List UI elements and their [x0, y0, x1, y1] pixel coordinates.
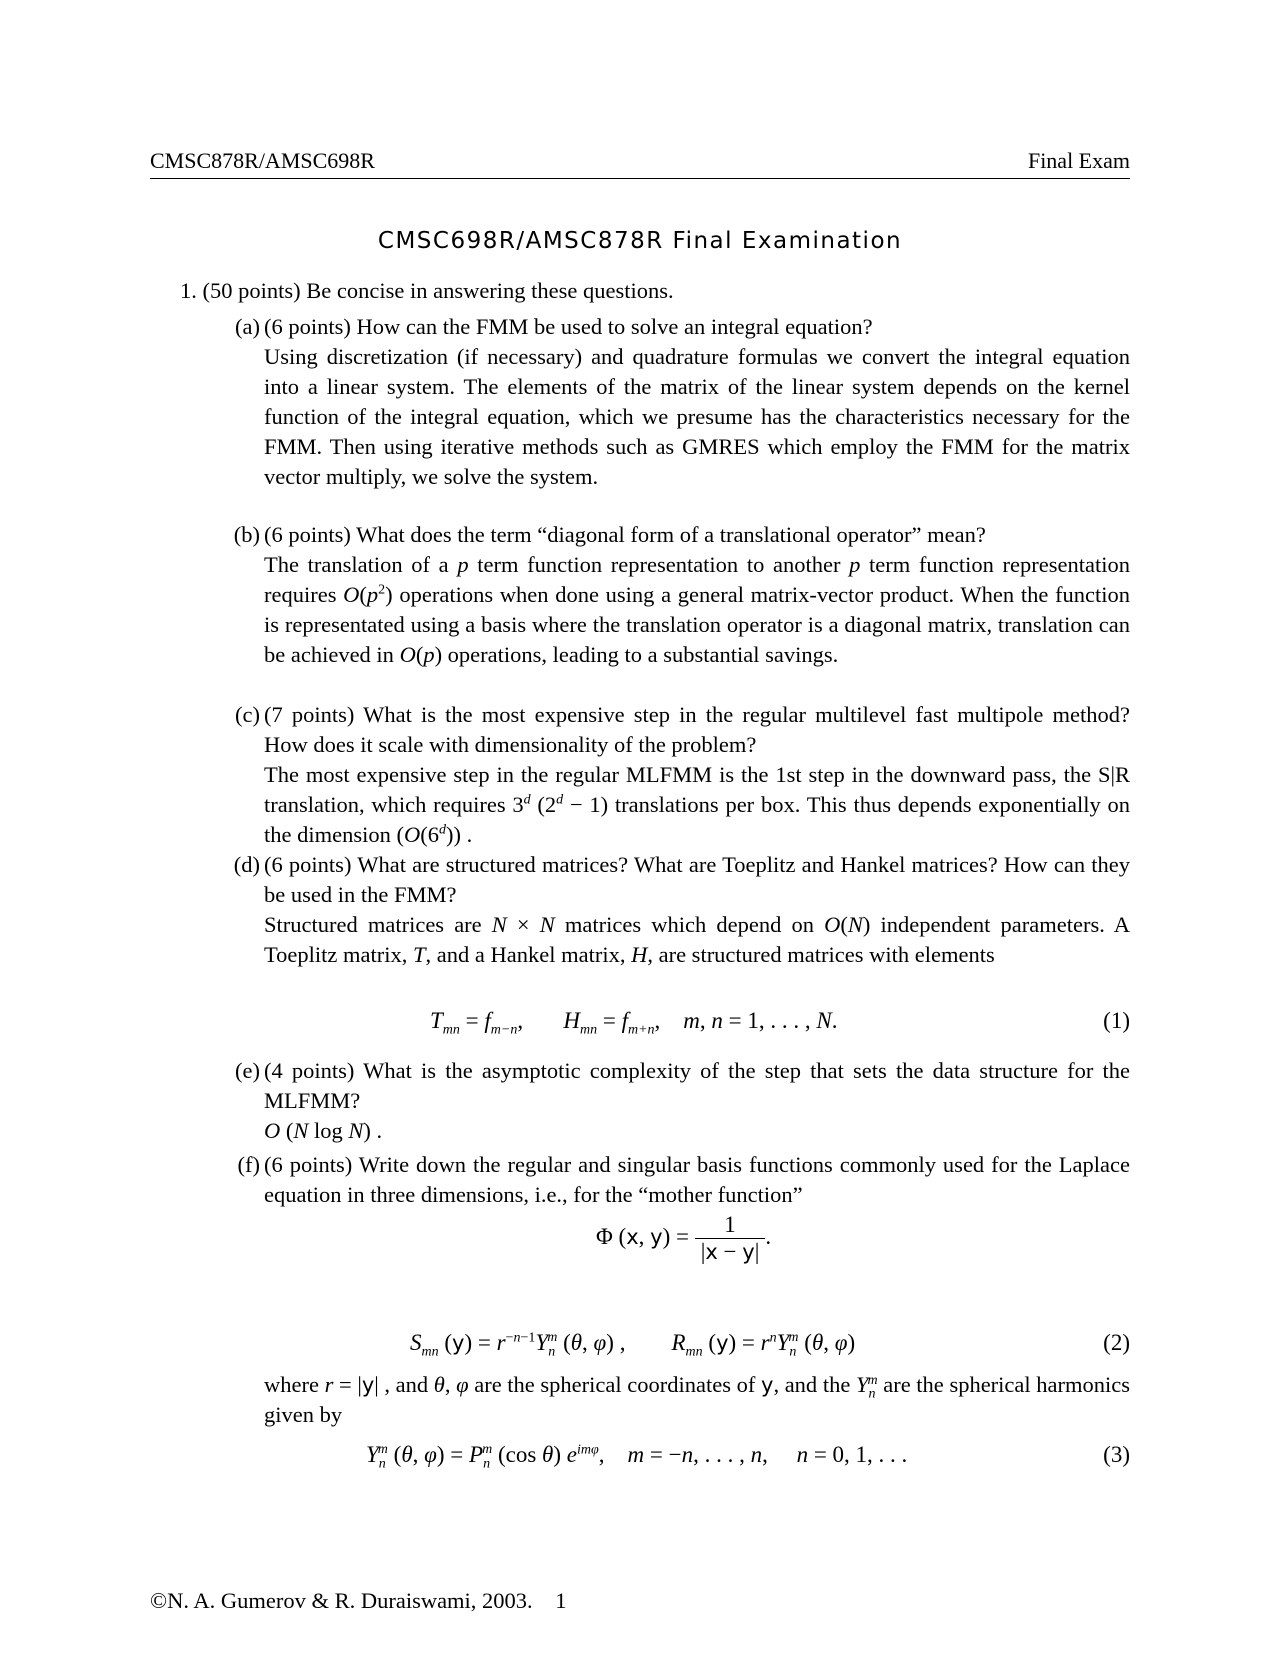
- part-f-question: (6 points) Write down the regular and singular basis functions commonly used for the Laplace equation in three dimensions, i.e., for the “mother function”: [264, 1152, 1130, 1207]
- part-f-answer: where r = |y| , and θ, φ are the spherical coordinates of y, and the $Y_n^m$ are the spherical harmonics given by: [264, 1372, 1131, 1427]
- page-title: CMSC698R/AMSC878R Final Examination: [377, 228, 903, 254]
- header-course: CMSC878R/AMSC698R: [150, 148, 375, 173]
- part-label: (c): [235, 702, 260, 727]
- part-b-question: (6 points) What does the term “diagonal form of a translational operator” mean?: [264, 522, 986, 547]
- question-number: 1.: [180, 278, 197, 303]
- part-b-body: [264, 520, 1130, 670]
- part-e-question: (4 points) What is the asymptotic complexity of the step that sets the data structure for the MLFMM?: [264, 1058, 1130, 1113]
- part-label: (f): [237, 1152, 260, 1177]
- part-e-answer: O (N log N) .: [264, 1118, 383, 1143]
- part-e-body: [264, 1056, 1130, 1146]
- part-label: (a): [235, 314, 260, 339]
- part-a-body: [264, 312, 1130, 492]
- spherical-harmonics-text: spherical harmonics given by: [264, 1372, 1131, 1427]
- part-a-question: (6 points) How can the FMM be used to solve an integral equation?: [264, 314, 873, 339]
- footer: [150, 1588, 566, 1614]
- part-d-question: (6 points) What are structured matrices? What are Toeplitz and Hankel matrices? How can they be used in the FMM?: [264, 852, 1130, 907]
- part-label: (d): [233, 852, 260, 877]
- part-c-answer: The most expensive step in the regular MLFMM is the 1st step in the downward pass, the S|R translation, which requires 3$^d$ $(2^d - 1)$ translations per box. This thus depends exponentially on the dimension (O(6$^d$)) .: [264, 762, 1130, 847]
- equation-2: $S_{mn}$ $(y) = r^{-n-1}Y_n^m$ (θ, φ) , $R_{mn}$ $(y) = r^nY_n^m$ (θ, φ): [410, 1330, 856, 1360]
- mother-function-equation: Φ (x, y) = $\frac{1}{|x - y|}$ .: [596, 1212, 772, 1264]
- part-label: (b): [233, 522, 260, 547]
- part-b-answer: The translation of a p term function representation to another p term function representation requires $O(p^2)$ operations when done using a general matrix-vector product. When the function is representated using a basis where the translation operator is a diagonal matrix, translation can be achieved in O(p) operations, leading to a substantial savings.: [264, 552, 1130, 667]
- question-1: [180, 276, 1130, 306]
- part-c-body: [264, 700, 1130, 850]
- equation-number: (3): [1103, 1442, 1130, 1467]
- part-label: (e): [235, 1058, 260, 1083]
- page-number: 1: [555, 1588, 567, 1613]
- equation-1: $T_{mn} = f_{m-n}$, $H_{mn} = f_{m+n}$, m, n = 1, . . . , N.: [430, 1008, 838, 1038]
- running-header: [150, 148, 1130, 179]
- question-intro: (50 points) Be concise in answering these questions.: [202, 278, 674, 303]
- part-f-body: [264, 1150, 1130, 1210]
- part-d-answer: Structured matrices are N × N matrices which depend on O(N) independent parameters. A Toeplitz matrix, T, and a Hankel matrix, H, are structured matrices with elements: [264, 912, 1130, 967]
- equation-number: (2): [1103, 1330, 1130, 1355]
- equation-number: (1): [1103, 1008, 1130, 1033]
- part-d-body: [264, 850, 1130, 970]
- header-doc-type: Final Exam: [1027, 148, 1130, 173]
- part-a-answer: Using discretization (if necessary) and quadrature formulas we convert the integral equation into a linear system. The elements of the matrix of the linear system depends on the kernel function of the integral equation, which we presume has the characteristics necessary for the FMM. Then using iterative methods such as GMRES which employ the FMM for the matrix vector multiply, we solve the system.: [264, 344, 1130, 489]
- equation-3: $Y_n^m$ (θ, $\varphi) = P_n^m$ (cos θ) $e^{im\varphi}$, m = −n, . . . , n, n = 0, 1, . . .: [366, 1442, 908, 1472]
- copyright: ©N. A. Gumerov & R. Duraiswami, 2003.: [150, 1588, 533, 1613]
- part-c-question: (7 points) What is the most expensive step in the regular multilevel fast multipole method? How does it scale with dimensionality of the problem?: [264, 702, 1130, 757]
